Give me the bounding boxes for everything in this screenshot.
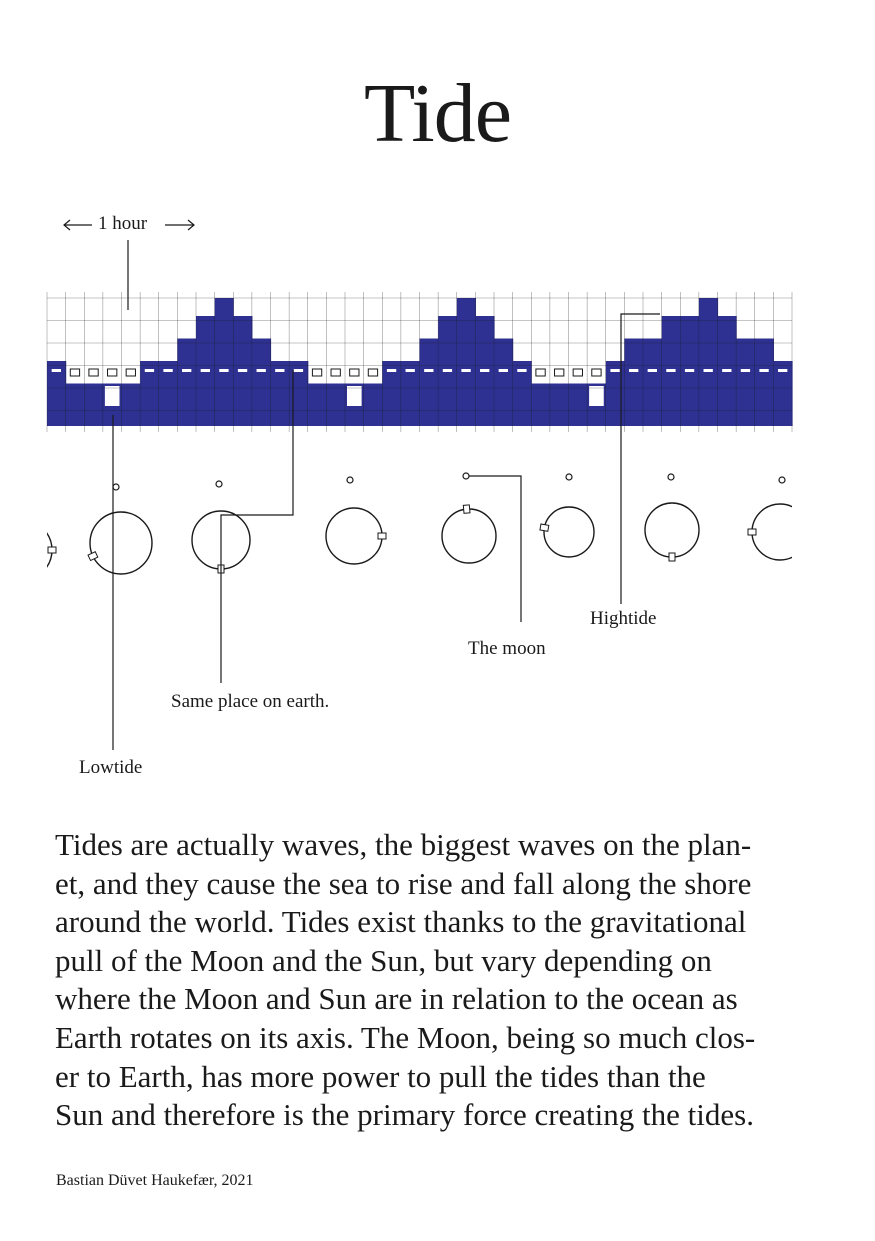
center-dash [350,369,359,376]
center-dash [275,369,284,372]
interval-label: 1 hour [98,213,148,234]
center-dash [238,369,247,372]
tide-band-grid [47,292,792,432]
center-dash [126,369,135,376]
tide-column [84,384,103,427]
lowtide-gap [589,386,604,406]
tide-column [177,339,196,427]
earth-circle [0,520,52,580]
earth-circle [544,507,594,557]
tide-diagram [0,190,875,790]
tide-column [252,339,271,427]
moon-icon [347,477,353,483]
lowtide-gap [105,386,120,406]
place-marker [748,529,756,535]
earth-circle [90,512,152,574]
label-lowtide: Lowtide [79,757,143,778]
center-dash [387,369,396,372]
moon-icon [463,473,469,479]
center-dash [182,369,191,372]
center-dash [201,369,210,372]
moon-icon [566,474,572,480]
label-moon: The moon [468,638,546,659]
tide-column [755,339,774,427]
tide-column [457,298,476,426]
body-line: er to Earth, has more power to pull the tides than the [55,1058,706,1094]
center-dash [257,369,266,372]
center-dash [219,369,228,372]
tide-column [699,298,718,426]
center-dash [759,369,768,372]
body-line: pull of the Moon and the Sun, but vary depending on [55,942,712,978]
center-dash [108,369,117,376]
tide-column [624,339,643,427]
label-same-place: Same place on earth. [171,691,330,712]
center-dash [685,369,694,372]
tide-column [122,384,141,427]
center-dash [163,369,172,372]
body-line: where the Moon and Sun are in relation to the ocean as [55,981,738,1017]
center-dash [704,369,713,372]
tide-column [736,339,755,427]
body-paragraph [55,826,815,1135]
center-dash [52,369,61,372]
tide-column [215,298,234,426]
place-marker [378,533,386,539]
body-line: Tides are actually waves, the biggest waves on the plan- [55,827,752,862]
center-dash [573,369,582,376]
tide-column [643,339,662,427]
center-dash [89,369,98,376]
center-dash [312,369,321,376]
place-marker [88,552,98,561]
leader-moon [469,476,521,622]
moon-icon [113,484,119,490]
center-dash [424,369,433,372]
page-title: Tide [364,67,511,160]
lowtide-gap [347,386,362,406]
center-dash [70,369,79,376]
center-dash [722,369,731,372]
tide-column [364,384,383,427]
body-line: around the world. Tides exist thanks to the gravitational [55,904,747,940]
center-dash [592,369,601,376]
earth-circle [752,504,808,560]
center-dash [778,369,787,372]
earth-moon-positions [0,473,808,580]
center-dash [610,369,619,372]
place-marker [540,524,549,531]
place-marker [669,553,675,561]
body-line: et, and they cause the sea to rise and fall along the shore [55,865,752,901]
center-dash [499,369,508,372]
tide-column [66,384,85,427]
center-dash [443,369,452,372]
center-dash [406,369,415,372]
earth-circle [326,508,382,564]
center-dash [294,369,303,372]
center-dash [741,369,750,372]
body-line: Sun and therefore is the primary force creating the tides. [55,1097,754,1133]
center-dash [480,369,489,372]
tide-column [550,384,569,427]
center-dash [629,369,638,372]
place-marker [48,547,56,553]
center-dash [648,369,657,372]
tide-column [420,339,439,427]
center-dash [517,369,526,372]
tide-column [569,384,588,427]
place-marker [463,505,470,513]
moon-icon [216,481,222,487]
center-dash [536,369,545,376]
credit-line: Bastian Düvet Haukefær, 2021 [56,1172,254,1189]
orbit-group [0,473,808,580]
body-line: Earth rotates on its axis. The Moon, being so much clos- [55,1019,756,1055]
center-dash [368,369,377,376]
tide-column [326,384,345,427]
center-dash [666,369,675,372]
moon-icon [779,477,785,483]
tide-column [494,339,513,427]
center-dash [461,369,470,372]
earth-circle [442,509,496,563]
label-hightide: Hightide [590,608,657,629]
center-dash [555,369,564,376]
moon-icon [668,474,674,480]
tide-column [531,384,550,427]
center-dash [331,369,340,376]
tide-column [308,384,327,427]
earth-circle [645,503,699,557]
center-dash [145,369,154,372]
